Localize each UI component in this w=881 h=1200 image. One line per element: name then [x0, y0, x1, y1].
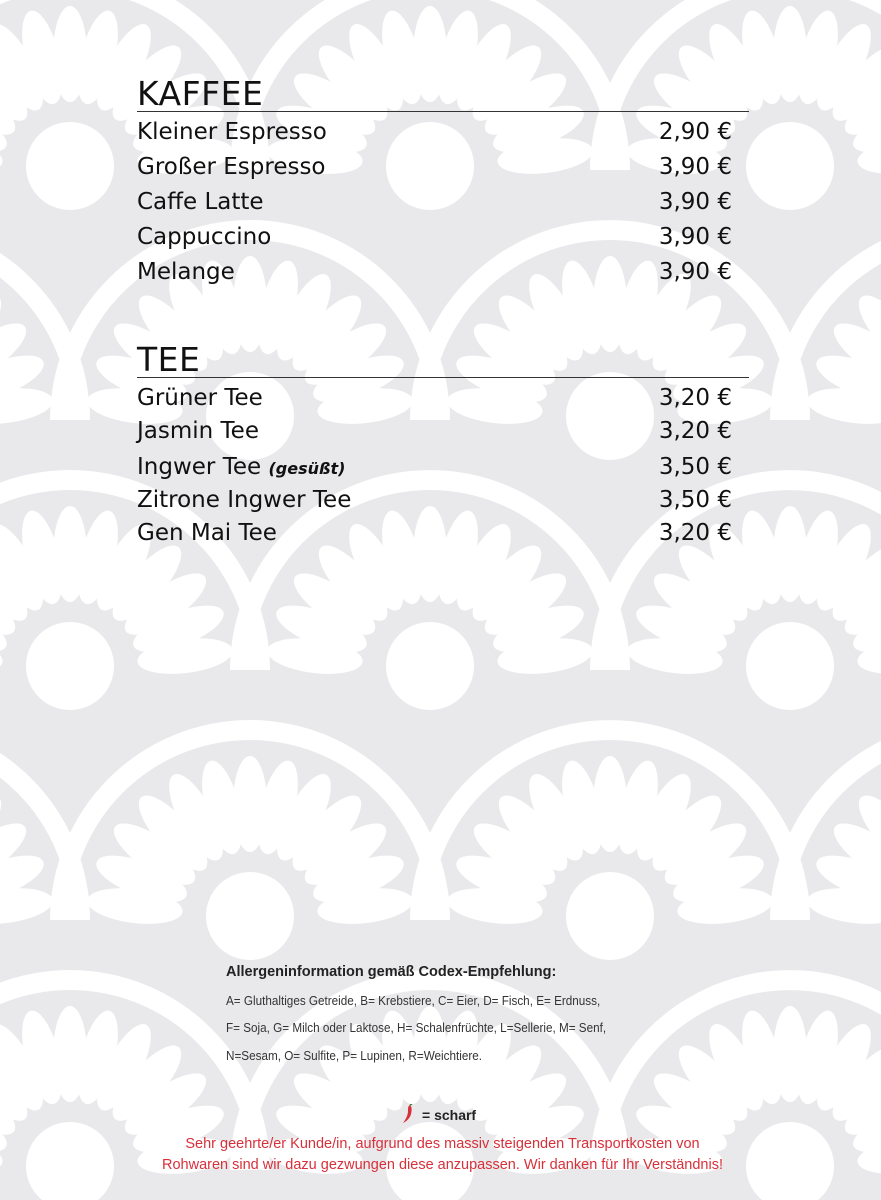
menu-item	[137, 223, 732, 251]
item-price: 3,20 €	[658, 520, 732, 546]
item-price: 3,50 €	[658, 487, 732, 513]
item-name: Grüner Tee	[137, 385, 263, 411]
allergen-line: N=Sesam, O= Sulfite, P= Lupinen, R=Weichtiere.	[226, 1048, 483, 1063]
allergen-line: A= Gluthaltiges Getreide, B= Krebstiere, C= Eier, D= Fisch, E= Erdnuss,	[226, 993, 601, 1008]
menu-item	[137, 188, 732, 216]
allergen-line: F= Soja, G= Milch oder Laktose, H= Schalenfrüchte, L=Sellerie, M= Senf,	[226, 1020, 607, 1035]
allergen-title: Allergeninformation gemäß Codex-Empfehlung:	[226, 964, 557, 980]
item-name: Melange	[137, 259, 235, 285]
item-name: Jasmin Tee	[137, 418, 259, 444]
item-name: Zitrone Ingwer Tee	[137, 487, 352, 513]
item-price: 2,90 €	[658, 119, 732, 145]
section-title-kaffee: KAFFEE	[137, 77, 749, 112]
menu-item	[137, 118, 732, 146]
menu-item	[137, 453, 732, 483]
spicy-legend	[402, 1104, 476, 1126]
item-price: 3,90 €	[658, 189, 732, 215]
item-name: Caffe Latte	[137, 189, 264, 215]
item-name	[137, 453, 345, 483]
item-price: 3,20 €	[658, 418, 732, 444]
item-price: 3,90 €	[658, 259, 732, 285]
menu-item	[137, 417, 732, 445]
item-name-text: Ingwer Tee	[137, 454, 262, 480]
price-notice-line: Rohwaren sind wir dazu gezwungen diese anzupassen. Wir danken für Ihr Verständnis!	[162, 1157, 723, 1173]
item-price: 3,20 €	[658, 385, 732, 411]
menu-item	[137, 153, 732, 181]
section-title-tee: TEE	[137, 343, 749, 378]
item-name: Kleiner Espresso	[137, 119, 327, 145]
price-notice-line: Sehr geehrte/er Kunde/in, aufgrund des massiv steigenden Transportkosten von	[185, 1136, 700, 1152]
item-note: (gesüßt)	[268, 459, 346, 478]
item-price: 3,90 €	[658, 154, 732, 180]
item-name: Großer Espresso	[137, 154, 326, 180]
menu-item	[137, 384, 732, 412]
menu-item	[137, 519, 732, 547]
chili-pepper-icon	[402, 1104, 416, 1126]
item-name: Gen Mai Tee	[137, 520, 277, 546]
item-price: 3,50 €	[658, 454, 732, 480]
item-name: Cappuccino	[137, 224, 272, 250]
menu-item	[137, 486, 732, 514]
item-price: 3,90 €	[658, 224, 732, 250]
spicy-legend-label: = scharf	[422, 1107, 477, 1123]
menu-item	[137, 258, 732, 286]
